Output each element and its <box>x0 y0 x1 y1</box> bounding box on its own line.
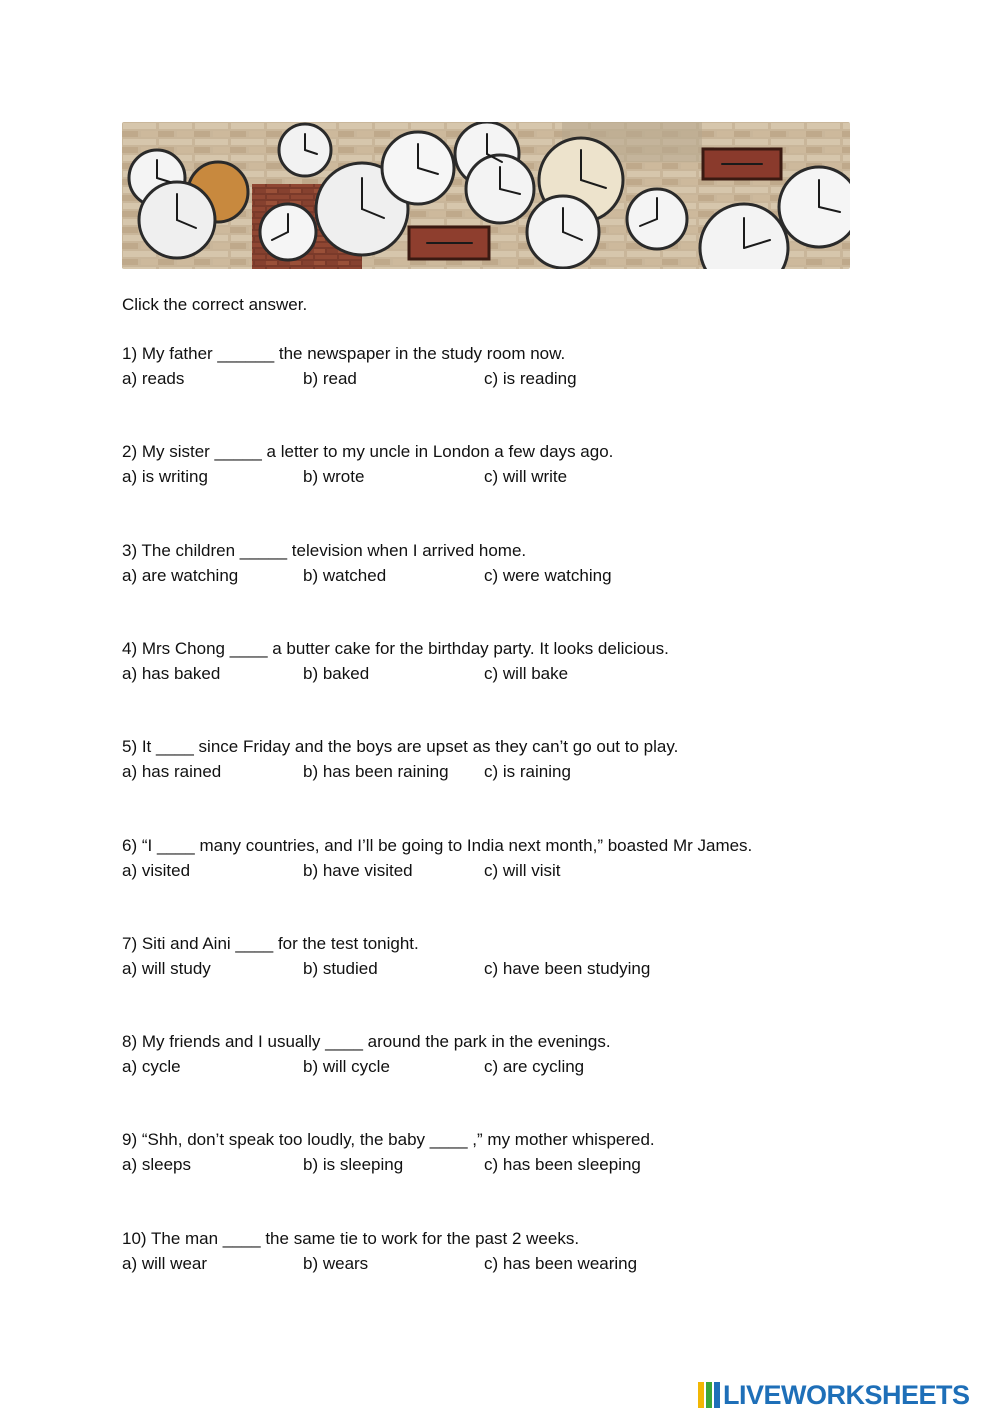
answer-option-c[interactable]: c) will write <box>484 467 568 487</box>
answer-options <box>122 565 882 589</box>
answer-option-a[interactable]: a) visited <box>122 860 191 880</box>
answer-option-c[interactable]: c) has been sleeping <box>484 1155 641 1175</box>
question-text: 4) Mrs Chong ____ a butter cake for the birthday party. It looks delicious. <box>122 638 669 658</box>
question-text: 9) “Shh, don’t speak too loudly, the baby ____ ,” my mother whispered. <box>122 1130 655 1150</box>
answer-option-c[interactable]: c) were watching <box>484 565 612 585</box>
answer-option-b[interactable]: b) wrote <box>303 467 365 487</box>
question-text: 5) It ____ since Friday and the boys are upset as they can’t go out to play. <box>122 737 679 757</box>
answer-options <box>122 663 882 687</box>
question-text: 2) My sister _____ a letter to my uncle in London a few days ago. <box>122 442 614 462</box>
question-item <box>122 1228 882 1277</box>
answer-option-b[interactable]: b) will cycle <box>303 1057 390 1077</box>
answer-option-c[interactable]: c) are cycling <box>484 1057 585 1077</box>
answer-option-a[interactable]: a) will study <box>122 958 211 978</box>
question-text: 3) The children _____ television when I arrived home. <box>122 540 527 560</box>
answer-options <box>122 466 882 490</box>
answer-option-c[interactable]: c) have been studying <box>484 958 651 978</box>
question-text: 6) “I ____ many countries, and I’ll be going to India next month,” boasted Mr James. <box>122 835 753 855</box>
question-item <box>122 441 882 490</box>
answer-option-a[interactable]: a) are watching <box>122 565 239 585</box>
answer-option-a[interactable]: a) has baked <box>122 663 221 683</box>
answer-option-b[interactable]: b) wears <box>303 1253 369 1273</box>
question-text: 7) Siti and Aini ____ for the test tonight. <box>122 933 419 953</box>
question-item <box>122 1129 882 1178</box>
answer-option-c[interactable]: c) is reading <box>484 369 577 388</box>
clocks-banner-image <box>122 122 850 269</box>
question-text: 10) The man ____ the same tie to work for the past 2 weeks. <box>122 1228 580 1248</box>
question-item <box>122 540 882 589</box>
liveworksheets-logo-icon <box>698 1382 720 1408</box>
answer-option-c[interactable]: c) is raining <box>484 762 571 782</box>
liveworksheets-logo-text: LIVEWORKSHEETS <box>723 1379 970 1410</box>
answer-option-b[interactable]: b) is sleeping <box>303 1155 404 1175</box>
question-item <box>122 933 882 982</box>
answer-option-b[interactable]: b) studied <box>303 958 378 978</box>
answer-options <box>122 860 882 884</box>
answer-option-b[interactable]: b) watched <box>303 565 387 585</box>
answer-option-a[interactable]: a) will wear <box>122 1253 208 1273</box>
answer-options <box>122 1154 882 1178</box>
answer-options <box>122 1056 882 1080</box>
liveworksheets-logo <box>698 1380 994 1410</box>
answer-option-b[interactable]: b) have visited <box>303 860 413 880</box>
answer-option-a[interactable]: a) reads <box>122 369 185 388</box>
question-item <box>122 343 882 392</box>
answer-option-a[interactable]: a) cycle <box>122 1057 181 1077</box>
answer-option-c[interactable]: c) has been wearing <box>484 1253 638 1273</box>
answer-options <box>122 1253 882 1277</box>
answer-option-b[interactable]: b) baked <box>303 663 370 683</box>
answer-options <box>122 958 882 982</box>
instruction-text: Click the correct answer. <box>122 295 308 314</box>
answer-options <box>122 761 882 785</box>
answer-option-a[interactable]: a) has rained <box>122 762 222 782</box>
question-item <box>122 835 882 884</box>
answer-option-c[interactable]: c) will visit <box>484 860 561 880</box>
answer-option-b[interactable]: b) has been raining <box>303 762 449 782</box>
answer-option-a[interactable]: a) sleeps <box>122 1155 191 1175</box>
question-text: 1) My father ______ the newspaper in the study room now. <box>122 344 566 363</box>
question-item <box>122 1031 882 1080</box>
answer-option-b[interactable]: b) read <box>303 369 357 388</box>
question-item <box>122 638 882 687</box>
answer-option-a[interactable]: a) is writing <box>122 467 208 487</box>
question-item <box>122 736 882 785</box>
answer-option-c[interactable]: c) will bake <box>484 663 569 683</box>
answer-options <box>122 368 882 392</box>
question-text: 8) My friends and I usually ____ around the park in the evenings. <box>122 1032 611 1052</box>
